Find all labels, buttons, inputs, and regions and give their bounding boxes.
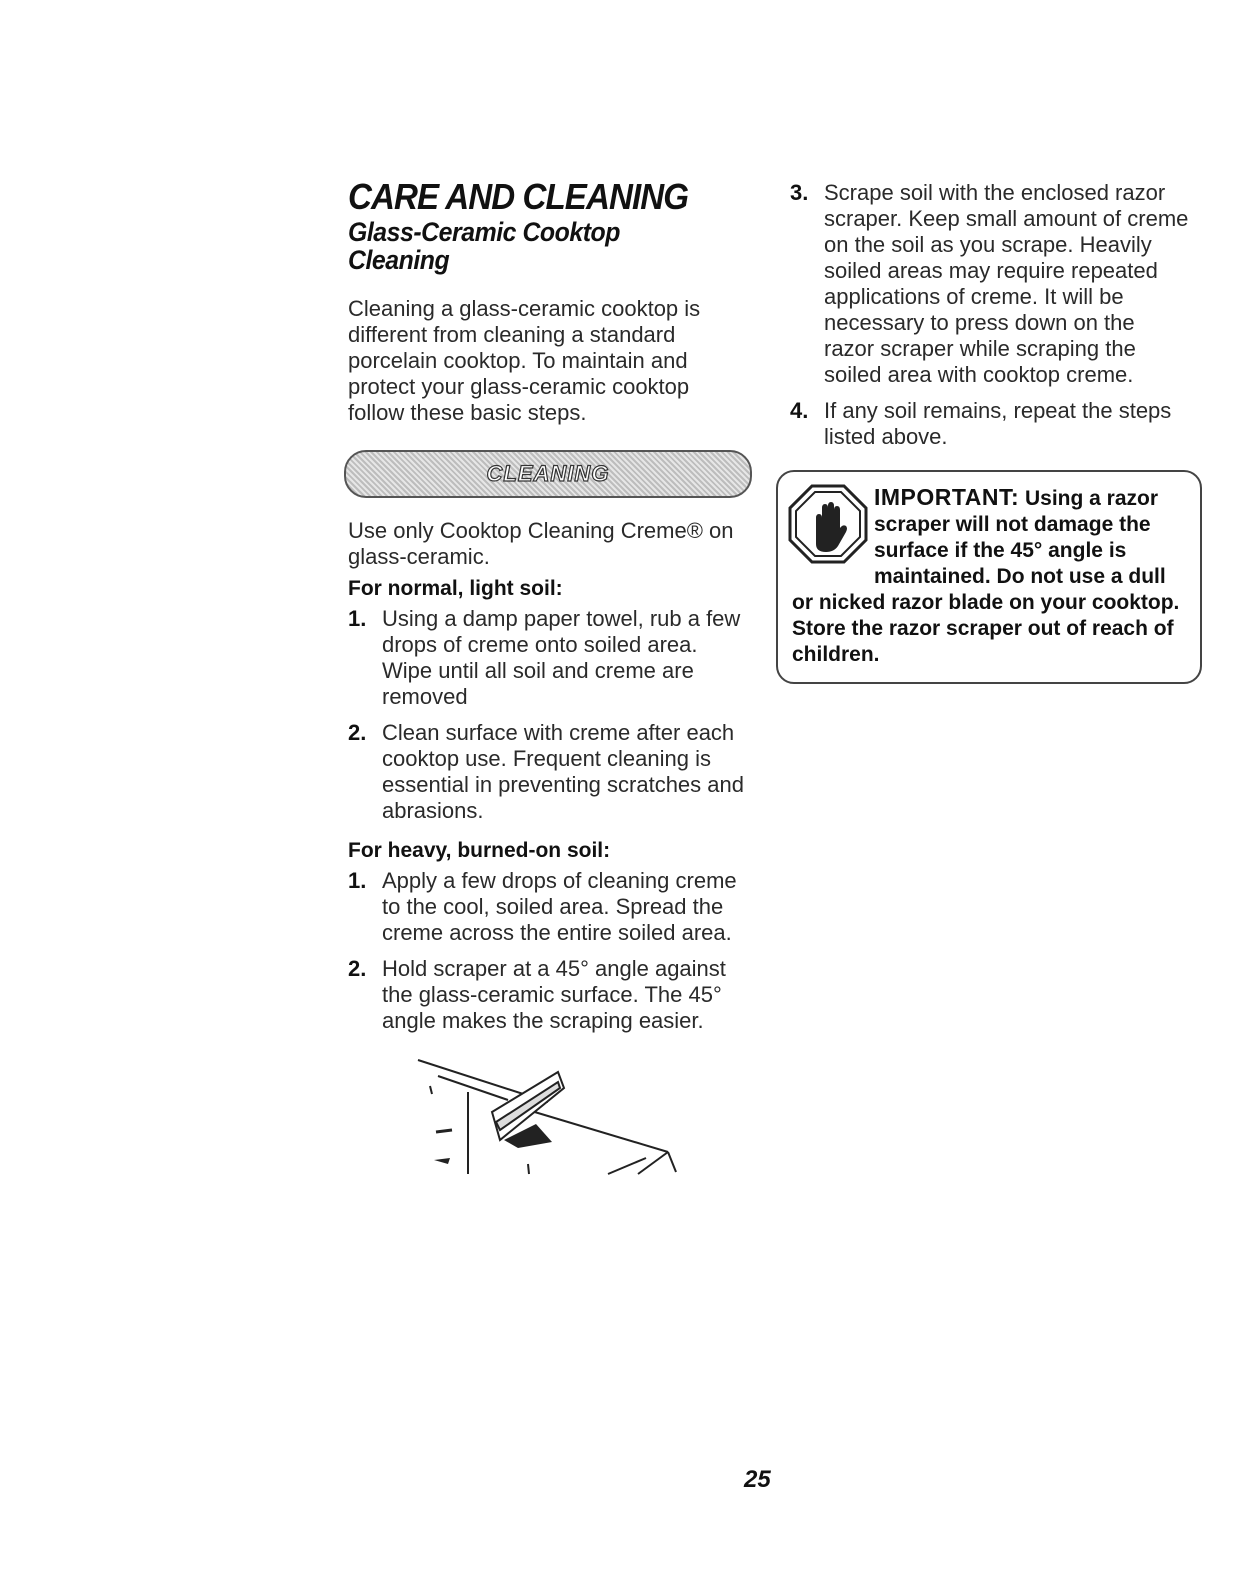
step-text: Scrape soil with the enclosed razor scraper. Keep small amount of creme on the soil as you scrape. Heavily soiled areas may require repeated applications of creme. It will be necessary to press down on the razor scraper while scraping the soiled area with cooktop creme. bbox=[824, 180, 1189, 387]
banner-label: CLEANING bbox=[486, 461, 610, 486]
step-number: 1. bbox=[348, 868, 367, 893]
list-item bbox=[790, 180, 1190, 388]
list-item bbox=[348, 720, 748, 824]
cleaning-banner bbox=[344, 450, 752, 498]
step-number: 2. bbox=[348, 956, 367, 981]
normal-soil-heading: For normal, light soil: bbox=[348, 577, 563, 600]
important-lead: IMPORTANT: bbox=[874, 484, 1020, 510]
stop-hand-icon bbox=[788, 484, 868, 564]
page-number: 25 bbox=[744, 1466, 771, 1493]
right-column bbox=[790, 180, 1190, 684]
scraper-illustration bbox=[408, 1052, 708, 1182]
step-text: Using a damp paper towel, rub a few drops of creme onto soiled area. Wipe until all soil and creme are removed bbox=[382, 606, 741, 709]
step-text: Apply a few drops of cleaning creme to the cool, soiled area. Spread the creme across the entire soiled area. bbox=[382, 868, 737, 945]
heavy-soil-steps bbox=[348, 868, 748, 1034]
step-text: Hold scraper at a 45° angle against the glass-ceramic surface. The 45° angle makes the scraping easier. bbox=[382, 956, 726, 1033]
step-text: If any soil remains, repeat the steps listed above. bbox=[824, 398, 1172, 449]
list-item bbox=[348, 956, 748, 1034]
normal-soil-steps bbox=[348, 606, 748, 824]
creme-note: Use only Cooktop Cleaning Creme® on glass-ceramic. bbox=[348, 518, 734, 569]
section-subtitle: Glass-Ceramic Cooktop Cleaning bbox=[348, 217, 620, 275]
step-number: 1. bbox=[348, 606, 367, 631]
intro-paragraph: Cleaning a glass-ceramic cooktop is different from cleaning a standard porcelain cooktop. To maintain and protect your glass-ceramic cooktop follow these basic steps. bbox=[348, 296, 701, 425]
important-text: Using a razor scraper will not damage the surface if the 45° angle is maintained. Do not use a dull or nicked razor blade on your cooktop. Store the razor scraper out of reach of children. bbox=[792, 487, 1180, 666]
list-item bbox=[348, 868, 748, 946]
heavy-soil-heading: For heavy, burned-on soil: bbox=[348, 839, 611, 862]
step-number: 4. bbox=[790, 398, 809, 423]
left-column bbox=[348, 178, 748, 1182]
list-item bbox=[348, 606, 748, 710]
razor-scraper-drawing bbox=[408, 1052, 708, 1182]
step-number: 3. bbox=[790, 180, 809, 205]
heavy-soil-steps-continued bbox=[790, 180, 1190, 450]
important-callout bbox=[776, 470, 1202, 684]
page-title: CARE AND CLEANING bbox=[348, 176, 689, 217]
list-item bbox=[790, 398, 1190, 450]
step-text: Clean surface with creme after each cooktop use. Frequent cleaning is essential in preventing scratches and abrasions. bbox=[382, 720, 744, 823]
step-number: 2. bbox=[348, 720, 367, 745]
